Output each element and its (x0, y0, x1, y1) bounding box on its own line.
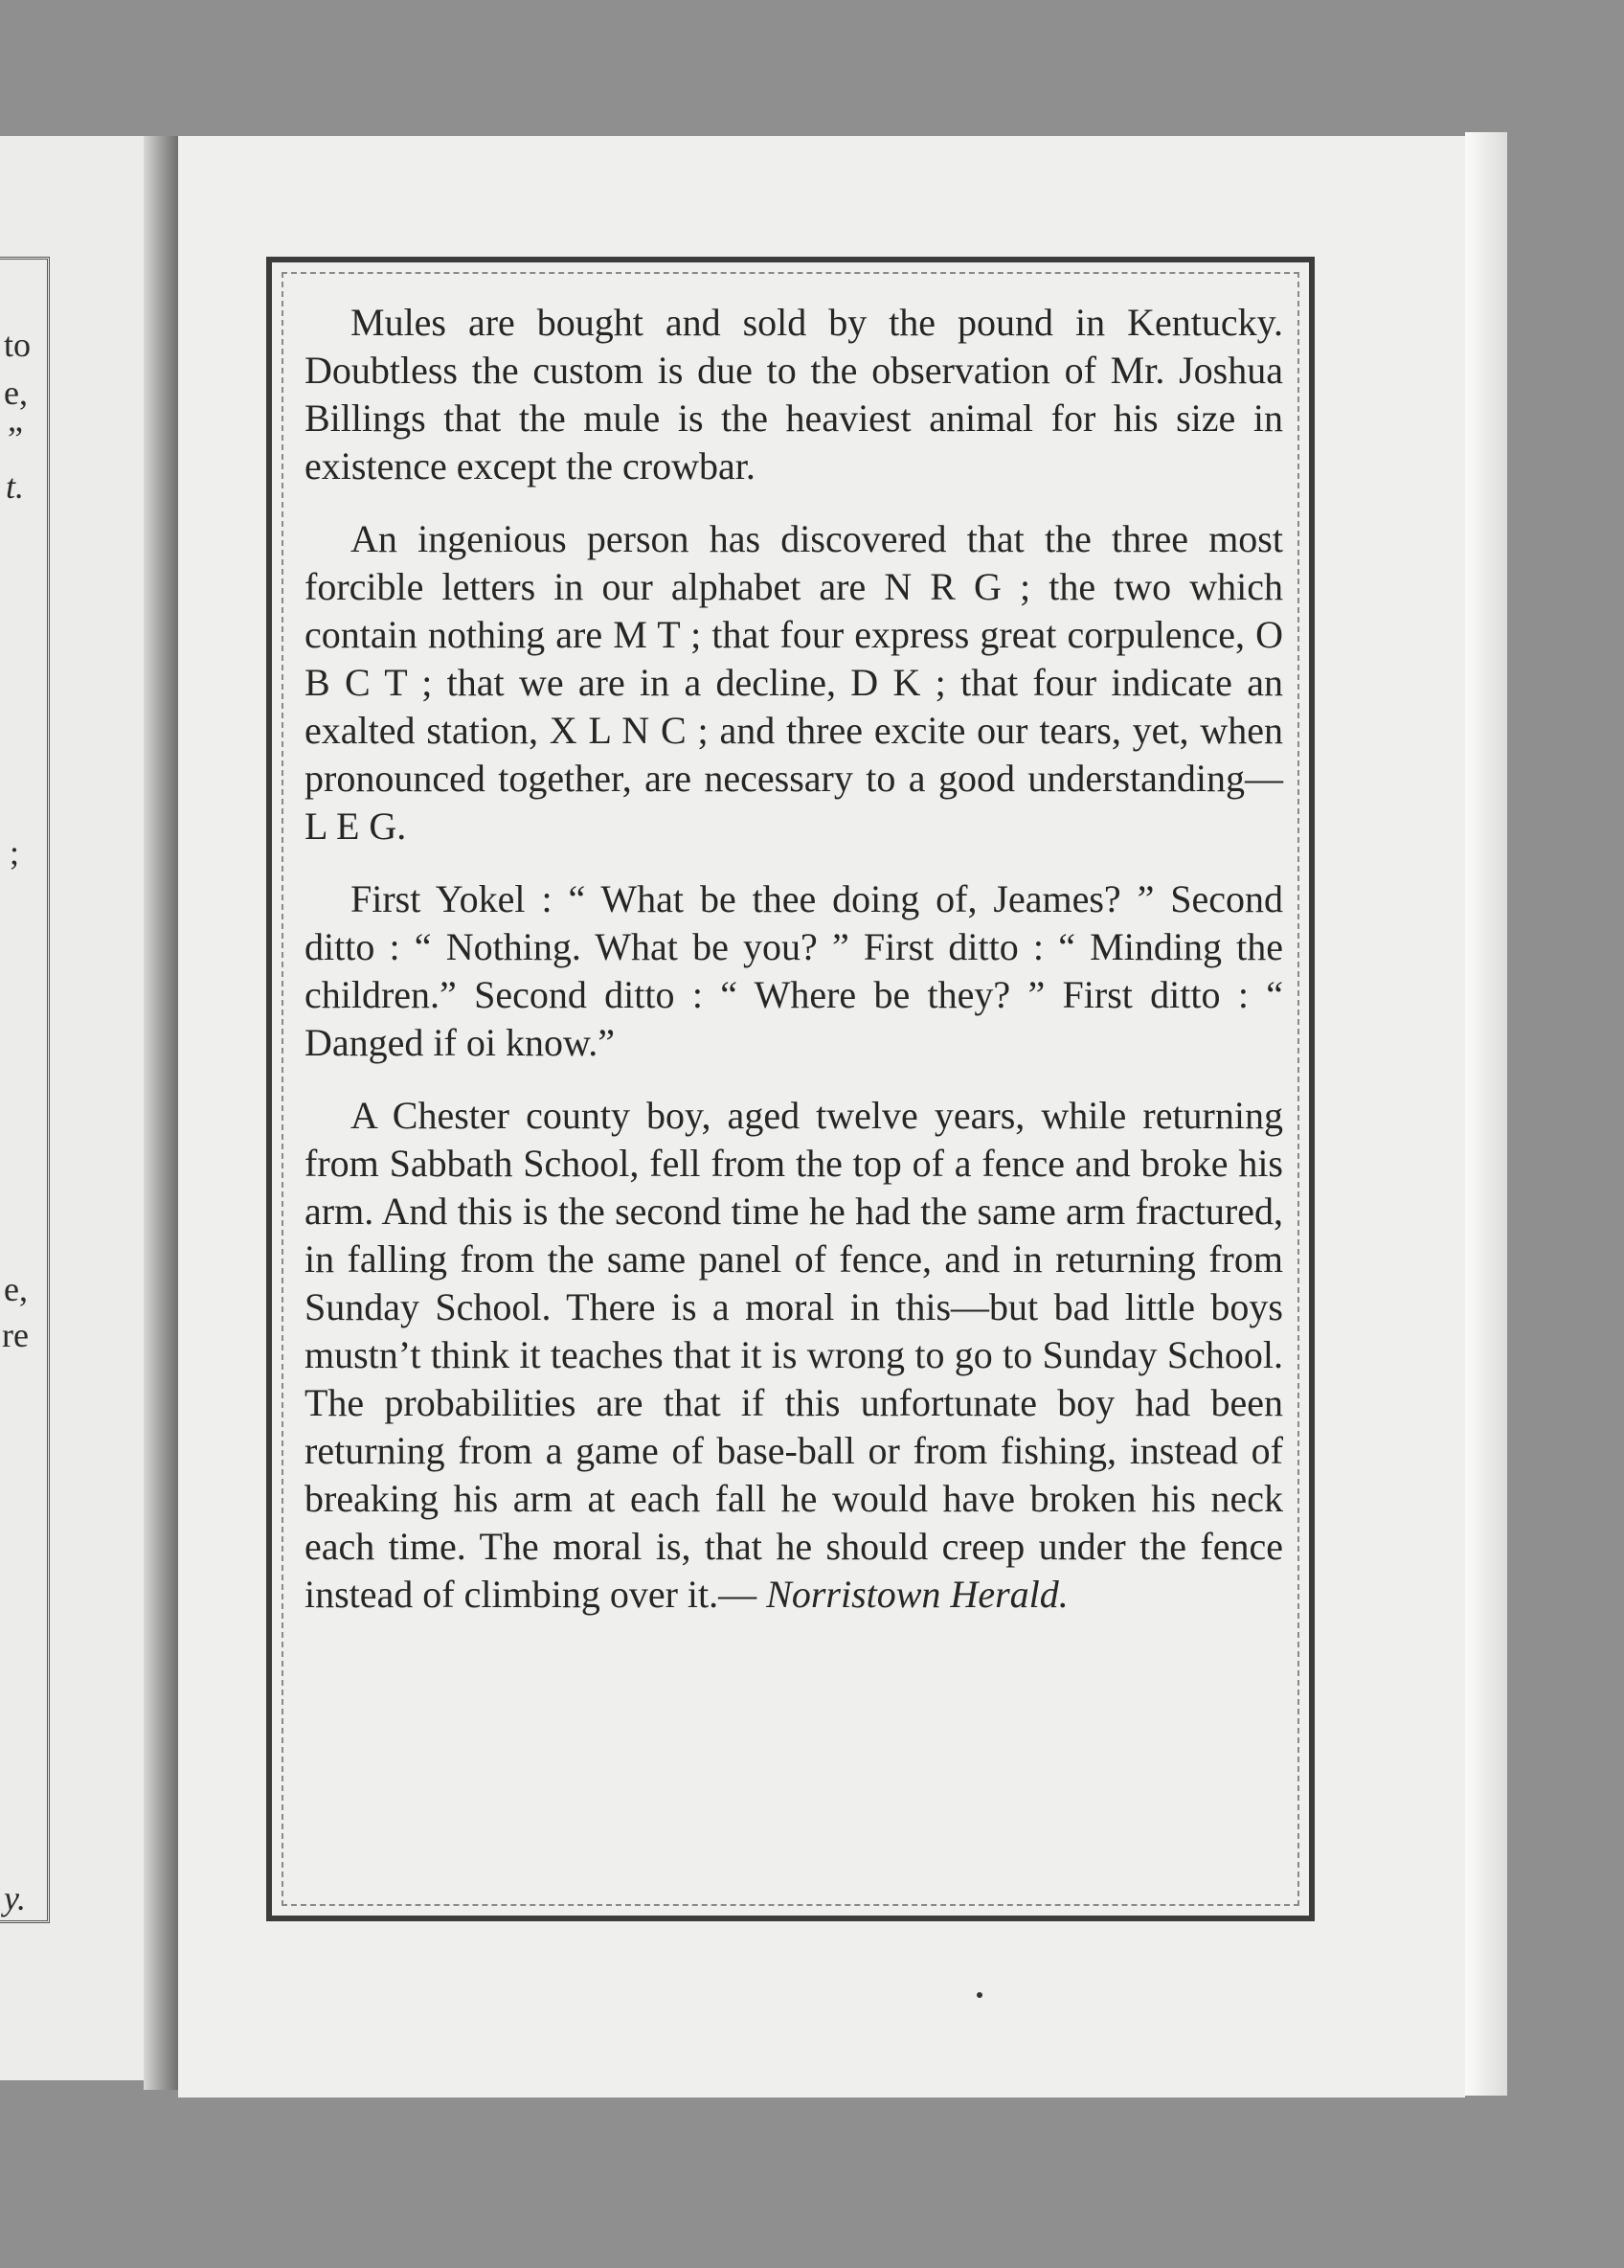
paragraph-letters: An ingenious person has discovered that the three most forcible letters in our alphabet are N R G ; the two which contain nothing are M T ; that four express great corpulence, O B C T ; that we are in a decline, D K ; that four indicate an exalted station, X L N C ; and three excite our tears, yet, when pronounced together, are necessary to a good understanding—L E G. (304, 517, 1283, 848)
paragraph-yokel: First Yokel : “ What be thee doing of, Jeames? ” Second ditto : “ Nothing. What be you? ” First ditto : “ Minding the children.” Second ditto : “ Where be they? ” First ditto : “ Danged if oi know.” (304, 877, 1283, 1064)
left-page-fragment: ” (8, 420, 23, 458)
left-page-fragment: ; (10, 833, 20, 872)
paper-speck (977, 1992, 982, 1998)
left-page-fragment: y. (4, 1879, 26, 1917)
paragraph-chester-boy-text: A Chester county boy, aged twelve years, while returning from Sabbath School, fell from the top of a fence and broke his arm. And this is the second time he had the same arm fractured, in falling from the same panel of fence, and in returning from Sunday School. There is a moral in this—but bad little boys mustn’t think it teaches that it is wrong to go to Sunday School. The probabilities are that if this unfortunate boy had been returning from a game of base-ball or from fishing, instead of breaking his arm at each fall he would have broken his neck each time. The moral is, that he should creep under the fence instead of climbing over it.— (304, 1094, 1283, 1616)
left-page-fragment: re (2, 1316, 29, 1354)
paragraph-mules: Mules are bought and sold by the pound in Kentucky. Doubtless the custom is due to the observation of Mr. Joshua Billings that the mule is the heaviest animal for his size in existence except the crowbar. (304, 301, 1283, 488)
source-credit: Norristown Herald. (766, 1573, 1069, 1616)
left-page-fragment: e, (4, 1270, 28, 1308)
left-page-border (0, 257, 50, 1923)
paragraph-chester-boy (304, 1092, 1283, 1619)
left-page-fragment: to (4, 326, 32, 364)
left-page-fragment: t. (6, 467, 25, 506)
article-body (304, 299, 1283, 1619)
page-edge (1465, 132, 1507, 2096)
left-page-fragment: e, (4, 374, 28, 412)
